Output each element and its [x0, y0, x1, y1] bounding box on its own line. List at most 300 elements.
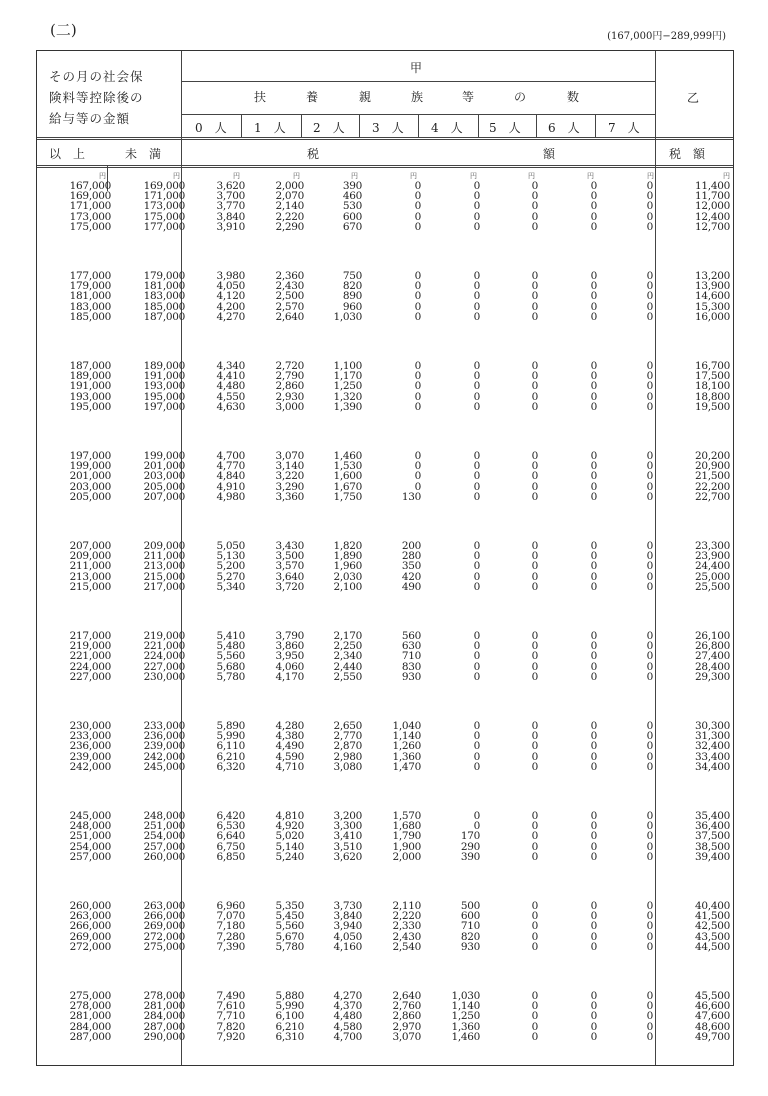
table-cell: 0: [590, 920, 597, 933]
table-cell: 0: [473, 660, 480, 673]
divider: [359, 114, 360, 137]
table-row: [37, 212, 733, 222]
table-cell: 224,000: [69, 660, 111, 673]
table-cell: 0: [473, 220, 480, 233]
fuyo-char: の: [514, 90, 527, 104]
table-cell: 13,900: [695, 280, 730, 293]
table-cell: 4,380: [275, 730, 304, 743]
table-row: [37, 762, 733, 772]
table-cell: 0: [646, 660, 653, 673]
table-cell: 0: [646, 460, 653, 473]
table-cell: 0: [590, 220, 597, 233]
table-row: [37, 461, 733, 471]
dependents-7: 7 人: [608, 121, 640, 135]
table-cell: 0: [473, 760, 480, 773]
table-cell: 230,000: [69, 720, 111, 732]
table-cell: 49,700: [695, 1030, 730, 1043]
table-row: [37, 201, 733, 211]
table-cell: 4,580: [333, 1020, 362, 1033]
yen-unit: 円: [410, 172, 417, 180]
table-row: [37, 181, 733, 191]
table-cell: 3,730: [333, 900, 362, 912]
table-cell: 1,030: [451, 990, 480, 1002]
table-cell: 248,000: [69, 820, 111, 833]
table-cell: 24,400: [695, 560, 730, 573]
table-cell: 2,930: [275, 390, 304, 403]
table-cell: 0: [590, 490, 597, 503]
table-cell: 0: [414, 380, 421, 393]
table-cell: 0: [473, 480, 480, 493]
table-cell: 960: [342, 300, 362, 313]
fuyo-char: 族: [411, 90, 424, 104]
table-cell: 420: [401, 570, 421, 583]
table-cell: 5,560: [275, 920, 304, 933]
table-cell: 181,000: [143, 280, 185, 293]
table-cell: 0: [531, 670, 538, 683]
table-cell: 0: [590, 480, 597, 493]
yen-unit: 円: [351, 172, 358, 180]
table-cell: 0: [531, 400, 538, 413]
table-cell: 46,600: [695, 1000, 730, 1013]
table-cell: 0: [590, 1000, 597, 1013]
table-cell: 0: [473, 570, 480, 583]
table-cell: 600: [460, 910, 480, 923]
table-cell: 830: [401, 660, 421, 673]
table-cell: 0: [473, 820, 480, 833]
table-row: [37, 1022, 733, 1032]
divider: [181, 114, 655, 115]
table-cell: 4,770: [216, 460, 245, 473]
table-cell: 0: [590, 540, 597, 552]
table-cell: 177,000: [69, 270, 111, 282]
fuyo-char: 等: [462, 90, 475, 104]
table-cell: 217,000: [143, 580, 185, 593]
table-cell: 0: [646, 1030, 653, 1043]
table-cell: 0: [590, 660, 597, 673]
table-cell: 3,430: [275, 540, 304, 552]
table-cell: 30,300: [695, 720, 730, 732]
table-cell: 350: [401, 560, 421, 573]
table-cell: 930: [401, 670, 421, 683]
table-cell: 3,840: [216, 210, 245, 223]
table-cell: 670: [342, 220, 362, 233]
table-cell: 242,000: [143, 750, 185, 763]
table-cell: 6,310: [275, 1030, 304, 1043]
table-cell: 0: [531, 660, 538, 673]
table-row: [37, 631, 733, 641]
divider: [301, 114, 302, 137]
table-cell: 0: [646, 990, 653, 1002]
table-cell: 3,840: [333, 910, 362, 923]
table-cell: 3,910: [216, 220, 245, 233]
table-cell: 3,500: [275, 550, 304, 563]
table-cell: 3,000: [275, 400, 304, 413]
table-row: [37, 752, 733, 762]
gaku-header: 額: [543, 147, 556, 161]
table-cell: 4,340: [216, 360, 245, 372]
table-cell: 1,600: [333, 470, 362, 483]
table-cell: 248,000: [143, 810, 185, 822]
table-cell: 284,000: [143, 1010, 185, 1023]
table-cell: 7,070: [216, 910, 245, 923]
table-cell: 0: [531, 270, 538, 282]
table-cell: 181,000: [69, 290, 111, 303]
table-cell: 2,650: [333, 720, 362, 732]
table-cell: 2,070: [275, 190, 304, 203]
table-cell: 0: [473, 360, 480, 372]
fuyo-char: 数: [567, 90, 580, 104]
table-cell: 0: [414, 460, 421, 473]
dependents-1: 1 人: [254, 121, 286, 135]
table-cell: 0: [473, 740, 480, 753]
table-cell: 0: [590, 570, 597, 583]
table-cell: 0: [590, 380, 597, 393]
table-cell: 39,400: [695, 850, 730, 863]
table-cell: 5,020: [275, 830, 304, 843]
table-cell: 0: [414, 290, 421, 303]
table-cell: 0: [646, 470, 653, 483]
table-cell: 0: [531, 850, 538, 863]
yen-unit: 円: [293, 172, 300, 180]
yen-unit: 円: [528, 172, 535, 180]
table-cell: 0: [531, 560, 538, 573]
table-cell: 3,300: [333, 820, 362, 833]
divider: [37, 167, 733, 168]
table-cell: 0: [414, 370, 421, 383]
table-cell: 219,000: [69, 640, 111, 653]
table-cell: 2,860: [275, 380, 304, 393]
table-cell: 7,490: [216, 990, 245, 1002]
table-cell: 6,210: [216, 750, 245, 763]
table-cell: 4,980: [216, 490, 245, 503]
table-cell: 239,000: [143, 740, 185, 753]
table-cell: 2,290: [275, 220, 304, 233]
table-cell: 0: [473, 670, 480, 683]
table-cell: 0: [590, 750, 597, 763]
table-cell: 5,350: [275, 900, 304, 912]
table-cell: 0: [646, 750, 653, 763]
table-cell: 6,640: [216, 830, 245, 843]
table-cell: 2,430: [392, 930, 421, 943]
table-cell: 0: [531, 930, 538, 943]
table-cell: 2,100: [333, 580, 362, 593]
table-cell: 0: [473, 400, 480, 413]
table-cell: 1,320: [333, 390, 362, 403]
table-cell: 1,530: [333, 460, 362, 473]
table-cell: 200: [401, 540, 421, 552]
otsu-zeigaku-header: 税 額: [669, 147, 706, 161]
table-cell: 0: [531, 200, 538, 213]
table-cell: 254,000: [69, 840, 111, 853]
table-cell: 2,870: [333, 740, 362, 753]
table-cell: 0: [590, 550, 597, 563]
table-row: [37, 901, 733, 911]
table-cell: 40,400: [695, 900, 730, 912]
table-cell: 0: [590, 830, 597, 843]
table-cell: 5,780: [275, 940, 304, 953]
table-cell: 7,610: [216, 1000, 245, 1013]
table-cell: 0: [590, 300, 597, 313]
table-row: [37, 741, 733, 751]
table-cell: 0: [473, 180, 480, 192]
table-row: [37, 582, 733, 592]
table-cell: 179,000: [69, 280, 111, 293]
page-number-mark: (二): [50, 21, 77, 39]
table-cell: 239,000: [69, 750, 111, 763]
table-cell: 233,000: [143, 720, 185, 732]
table-cell: 0: [531, 280, 538, 293]
table-cell: 1,360: [451, 1020, 480, 1033]
table-cell: 3,570: [275, 560, 304, 573]
table-cell: 251,000: [143, 820, 185, 833]
table-cell: 29,300: [695, 670, 730, 683]
table-cell: 2,140: [275, 200, 304, 213]
table-cell: 2,030: [333, 570, 362, 583]
yen-unit: 円: [723, 172, 730, 180]
table-cell: 0: [590, 470, 597, 483]
table-cell: 4,160: [333, 940, 362, 953]
table-row: [37, 1001, 733, 1011]
table-cell: 45,500: [695, 990, 730, 1002]
table-cell: 35,400: [695, 810, 730, 822]
table-cell: 390: [460, 850, 480, 863]
table-cell: 0: [473, 720, 480, 732]
table-cell: 2,220: [275, 210, 304, 223]
table-cell: 6,530: [216, 820, 245, 833]
table-row: [37, 651, 733, 661]
table-cell: 26,800: [695, 640, 730, 653]
table-cell: 0: [414, 270, 421, 282]
table-cell: 197,000: [69, 450, 111, 462]
table-cell: 211,000: [143, 550, 185, 563]
fuyo-char: 親: [359, 90, 372, 104]
table-cell: 3,790: [275, 630, 304, 642]
table-row: [37, 1032, 733, 1042]
table-cell: 0: [646, 910, 653, 923]
divider: [37, 137, 733, 138]
table-row: [37, 312, 733, 322]
table-cell: 236,000: [143, 730, 185, 743]
table-cell: 0: [646, 760, 653, 773]
table-cell: 207,000: [143, 490, 185, 503]
table-cell: 5,780: [216, 670, 245, 683]
table-cell: 0: [590, 460, 597, 473]
table-cell: 500: [460, 900, 480, 912]
table-cell: 3,200: [333, 810, 362, 822]
table-cell: 460: [342, 190, 362, 203]
table-cell: 0: [646, 490, 653, 503]
table-cell: 5,240: [275, 850, 304, 863]
table-cell: 266,000: [143, 910, 185, 923]
table-cell: 0: [531, 1030, 538, 1043]
table-cell: 189,000: [143, 360, 185, 372]
table-cell: 1,250: [451, 1010, 480, 1023]
table-cell: 2,860: [392, 1010, 421, 1023]
table-cell: 0: [646, 550, 653, 563]
table-cell: 7,820: [216, 1020, 245, 1033]
table-cell: 3,510: [333, 840, 362, 853]
table-cell: 2,570: [275, 300, 304, 313]
table-cell: 4,920: [275, 820, 304, 833]
table-cell: 11,400: [695, 180, 730, 192]
table-cell: 41,500: [695, 910, 730, 923]
table-cell: 490: [401, 580, 421, 593]
table-cell: 19,500: [695, 400, 730, 413]
table-cell: 0: [473, 210, 480, 223]
table-cell: 280: [401, 550, 421, 563]
table-cell: 0: [646, 670, 653, 683]
table-cell: 0: [646, 370, 653, 383]
table-cell: 260,000: [143, 850, 185, 863]
table-cell: 13,200: [695, 270, 730, 282]
table-cell: 287,000: [69, 1030, 111, 1043]
table-row: [37, 811, 733, 821]
table-cell: 2,170: [333, 630, 362, 642]
table-cell: 26,100: [695, 630, 730, 642]
table-cell: 4,590: [275, 750, 304, 763]
table-cell: 193,000: [143, 380, 185, 393]
table-cell: 6,110: [216, 740, 245, 753]
table-cell: 1,460: [333, 450, 362, 462]
table-row: [37, 641, 733, 651]
table-cell: 0: [473, 370, 480, 383]
table-cell: 3,070: [392, 1030, 421, 1043]
table-cell: 3,620: [333, 850, 362, 863]
table-cell: 0: [590, 940, 597, 953]
table-cell: 185,000: [143, 300, 185, 313]
table-cell: 0: [646, 730, 653, 743]
table-cell: 0: [414, 210, 421, 223]
table-cell: 1,960: [333, 560, 362, 573]
table-cell: 5,450: [275, 910, 304, 923]
table-cell: 0: [646, 300, 653, 313]
table-cell: 205,000: [143, 480, 185, 493]
table-cell: 0: [590, 840, 597, 853]
table-cell: 22,700: [695, 490, 730, 503]
table-cell: 0: [646, 570, 653, 583]
table-cell: 0: [473, 380, 480, 393]
table-cell: 4,050: [216, 280, 245, 293]
table-cell: 3,070: [275, 450, 304, 462]
table-cell: 0: [646, 290, 653, 303]
divider: [37, 165, 733, 166]
divider: [241, 114, 242, 137]
table-cell: 219,000: [143, 630, 185, 642]
table-cell: 0: [531, 300, 538, 313]
table-cell: 0: [646, 540, 653, 552]
table-cell: 4,550: [216, 390, 245, 403]
dependents-6: 6 人: [548, 121, 580, 135]
table-cell: 0: [531, 390, 538, 403]
table-cell: 4,410: [216, 370, 245, 383]
table-cell: 0: [531, 550, 538, 563]
table-cell: 275,000: [69, 990, 111, 1002]
table-cell: 2,000: [392, 850, 421, 863]
table-cell: 0: [531, 210, 538, 223]
table-cell: 16,000: [695, 310, 730, 323]
table-row: [37, 831, 733, 841]
table-cell: 0: [646, 820, 653, 833]
dependents-0: 0 人: [195, 121, 227, 135]
table-row: [37, 541, 733, 551]
table-cell: 4,490: [275, 740, 304, 753]
table-cell: 185,000: [69, 310, 111, 323]
table-cell: 2,550: [333, 670, 362, 683]
table-cell: 0: [414, 310, 421, 323]
fuyo-char: 扶: [254, 90, 267, 104]
table-cell: 1,250: [333, 380, 362, 393]
table-cell: 0: [531, 900, 538, 912]
table-cell: 203,000: [69, 480, 111, 493]
table-cell: 2,540: [392, 940, 421, 953]
yen-unit: 円: [647, 172, 654, 180]
table-cell: 4,910: [216, 480, 245, 493]
table-cell: 0: [590, 990, 597, 1002]
table-cell: 0: [646, 280, 653, 293]
table-cell: 187,000: [143, 310, 185, 323]
table-cell: 227,000: [143, 660, 185, 673]
table-cell: 2,000: [275, 180, 304, 192]
table-cell: 211,000: [69, 560, 111, 573]
table-cell: 33,400: [695, 750, 730, 763]
yen-unit: 円: [233, 172, 240, 180]
table-row: [37, 451, 733, 461]
table-cell: 7,710: [216, 1010, 245, 1023]
table-cell: 257,000: [143, 840, 185, 853]
table-cell: 5,680: [216, 660, 245, 673]
table-cell: 4,710: [275, 760, 304, 773]
table-cell: 0: [531, 720, 538, 732]
table-cell: 179,000: [143, 270, 185, 282]
table-cell: 0: [414, 220, 421, 233]
table-cell: 25,000: [695, 570, 730, 583]
table-cell: 197,000: [143, 400, 185, 413]
table-cell: 1,470: [392, 760, 421, 773]
table-cell: 0: [590, 390, 597, 403]
table-cell: 0: [646, 850, 653, 863]
table-cell: 1,570: [392, 810, 421, 822]
table-cell: 2,500: [275, 290, 304, 303]
table-cell: 5,560: [216, 650, 245, 663]
table-row: [37, 471, 733, 481]
table-cell: 207,000: [69, 540, 111, 552]
table-cell: 5,480: [216, 640, 245, 653]
table-cell: 0: [646, 450, 653, 462]
table-cell: 199,000: [143, 450, 185, 462]
table-cell: 169,000: [69, 190, 111, 203]
table-cell: 7,180: [216, 920, 245, 933]
table-cell: 0: [531, 630, 538, 642]
table-cell: 0: [590, 580, 597, 593]
table-cell: 4,480: [333, 1010, 362, 1023]
table-cell: 5,340: [216, 580, 245, 593]
table-cell: 275,000: [143, 940, 185, 953]
yen-unit: 円: [470, 172, 477, 180]
table-cell: 12,400: [695, 210, 730, 223]
table-cell: 266,000: [69, 920, 111, 933]
table-cell: 2,440: [333, 660, 362, 673]
table-cell: 4,370: [333, 1000, 362, 1013]
table-cell: 32,400: [695, 740, 730, 753]
table-cell: 0: [590, 730, 597, 743]
table-cell: 7,390: [216, 940, 245, 953]
table-cell: 0: [473, 730, 480, 743]
table-cell: 0: [590, 360, 597, 372]
table-cell: 284,000: [69, 1020, 111, 1033]
table-cell: 6,850: [216, 850, 245, 863]
column-title-line-3: 給与等の金額: [49, 111, 131, 126]
table-cell: 820: [460, 930, 480, 943]
